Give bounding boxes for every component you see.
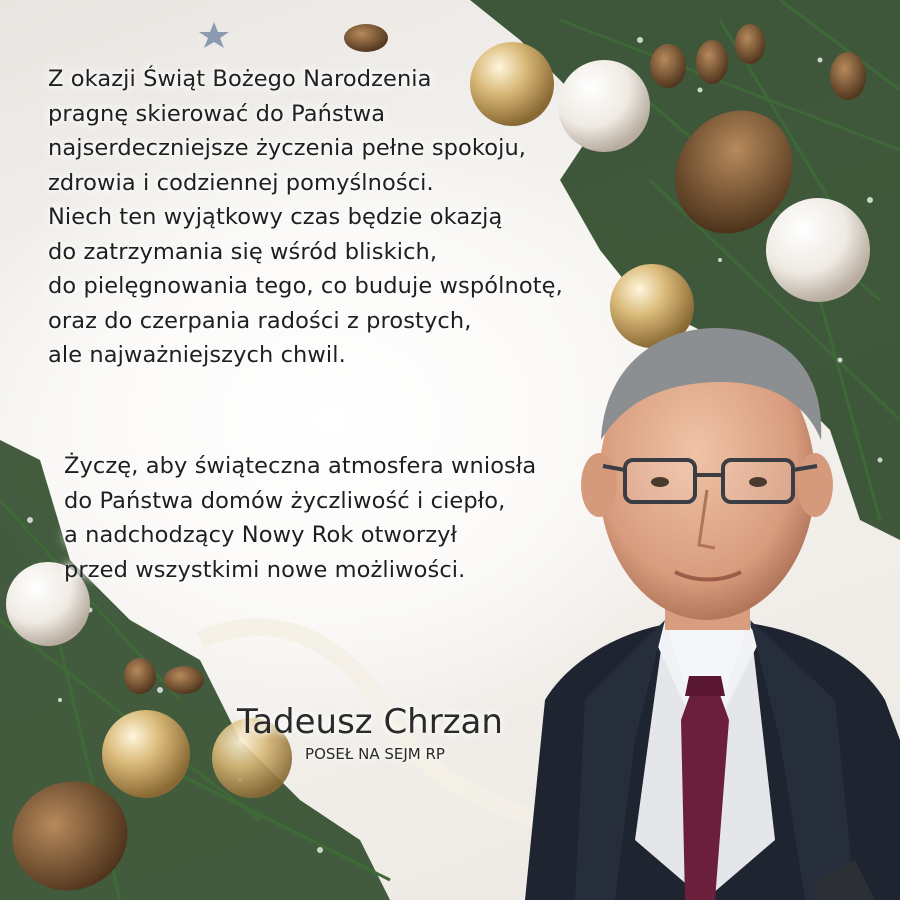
signature	[230, 702, 510, 764]
greeting-paragraph-2	[64, 449, 536, 587]
pine-cone-icon	[735, 24, 765, 64]
greeting-line: pragnę skierować do Państwa	[48, 100, 386, 127]
bauble-icon	[102, 710, 190, 798]
greeting-line: najserdeczniejsze życzenia pełne spokoju,	[48, 135, 527, 161]
signature-name: Tadeusz Chrzan	[237, 702, 503, 742]
greeting-line: ale najważniejszych chwil.	[48, 342, 346, 368]
pine-cone-icon	[344, 24, 388, 52]
greeting-line: a nadchodzący Nowy Rok otworzył	[64, 522, 458, 548]
pine-cone-icon	[696, 40, 728, 84]
greeting-line: Życzę, aby świąteczna atmosfera wniosła	[64, 453, 537, 479]
bauble-icon	[766, 198, 870, 302]
greeting-line: Z okazji Świąt Bożego Narodzenia	[48, 66, 432, 92]
greeting-line: oraz do czerpania radości z prostych,	[48, 307, 472, 334]
pine-cone-icon	[650, 44, 686, 88]
signature-title: POSEŁ NA SEJM RP	[305, 745, 445, 763]
greeting-line: zdrowia i codziennej pomyślności.	[48, 169, 434, 196]
greeting-line: do Państwa domów życzliwość i ciepło,	[64, 487, 506, 514]
pine-cone-icon	[164, 666, 204, 694]
greeting-line: do zatrzymania się wśród bliskich,	[48, 238, 438, 265]
pine-cone-icon	[124, 658, 156, 694]
greeting-line: do pielęgnowania tego, co buduje wspólnotę,	[48, 273, 563, 299]
star-icon	[199, 22, 229, 48]
pine-cone-icon	[830, 52, 866, 100]
portrait-photo	[515, 320, 900, 900]
bauble-icon	[558, 60, 650, 152]
greeting-line: Niech ten wyjątkowy czas będzie okazją	[48, 204, 503, 230]
greeting-line: przed wszystkimi nowe możliwości.	[64, 556, 466, 583]
greeting-paragraph-1	[48, 62, 563, 373]
